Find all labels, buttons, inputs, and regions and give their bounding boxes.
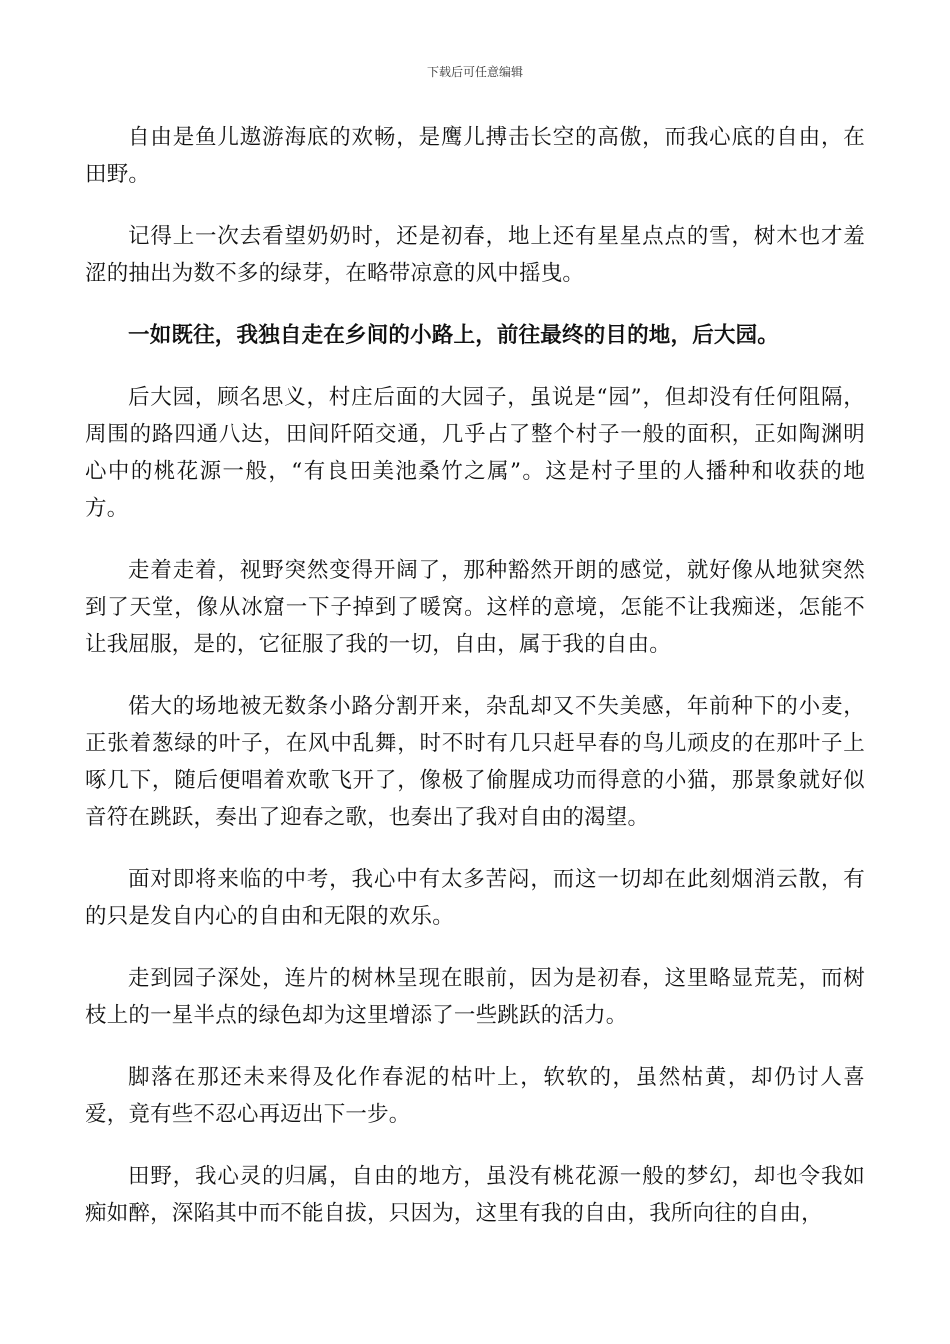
paragraph: 面对即将来临的中考，我心中有太多苦闷，而这一切却在此刻烟消云散，有的只是发自内心的自由和无限的欢乐。 [85, 867, 865, 929]
page-header: 下载后可任意编辑 [426, 65, 523, 79]
paragraph: 记得上一次去看望奶奶时，还是初春，地上还有星星点点的雪，树木也才羞涩的抽出为数不多的绿芽，在略带凉意的风中摇曳。 [85, 224, 865, 286]
paragraph: 脚落在那还未来得及化作春泥的枯叶上，软软的，虽然枯黄，却仍讨人喜爱，竟有些不忍心再迈出下一步。 [85, 1065, 865, 1127]
paragraph: 自由是鱼儿遨游海底的欢畅，是鹰儿搏击长空的高傲，而我心底的自由，在田野。 [85, 125, 865, 187]
document-body [85, 119, 865, 1257]
paragraph: 田野，我心灵的归属，自由的地方，虽没有桃花源一般的梦幻，却也令我如痴如醉，深陷其中而不能自拔，只因为，这里有我的自由，我所向往的自由， [85, 1164, 865, 1226]
paragraph: 后大园，顾名思义，村庄后面的大园子，虽说是“园”，但却没有任何阻隔，周围的路四通八达，田间阡陌交通，几乎占了整个村子一般的面积，正如陶渊明心中的桃花源一般，“有良田美池桑竹之属”。这是村子里的人播种和收获的地方。 [85, 385, 865, 521]
paragraph: 走到园子深处，连片的树林呈现在眼前，因为是初春，这里略显荒芜，而树枝上的一星半点的绿色却为这里增添了一些跳跃的活力。 [85, 966, 865, 1028]
paragraph: 走着走着，视野突然变得开阔了，那种豁然开朗的感觉，就好像从地狱突然到了天堂，像从冰窟一下子掉到了暖窝。这样的意境，怎能不让我痴迷，怎能不让我屈服，是的，它征服了我的一切，自由，属于我的自由。 [85, 558, 865, 657]
paragraph: 偌大的场地被无数条小路分割开来，杂乱却又不失美感，年前种下的小麦，正张着葱绿的叶子，在风中乱舞，时不时有几只赶早春的鸟儿顽皮的在那叶子上啄几下，随后便唱着欢歌飞开了，像极了偷腥成功而得意的小猫，那景象就好似音符在跳跃，奏出了迎春之歌，也奏出了我对自由的渴望。 [85, 694, 865, 830]
paragraph-bold: 一如既往，我独自走在乡间的小路上，前往最终的目的地，后大园。 [128, 323, 780, 348]
